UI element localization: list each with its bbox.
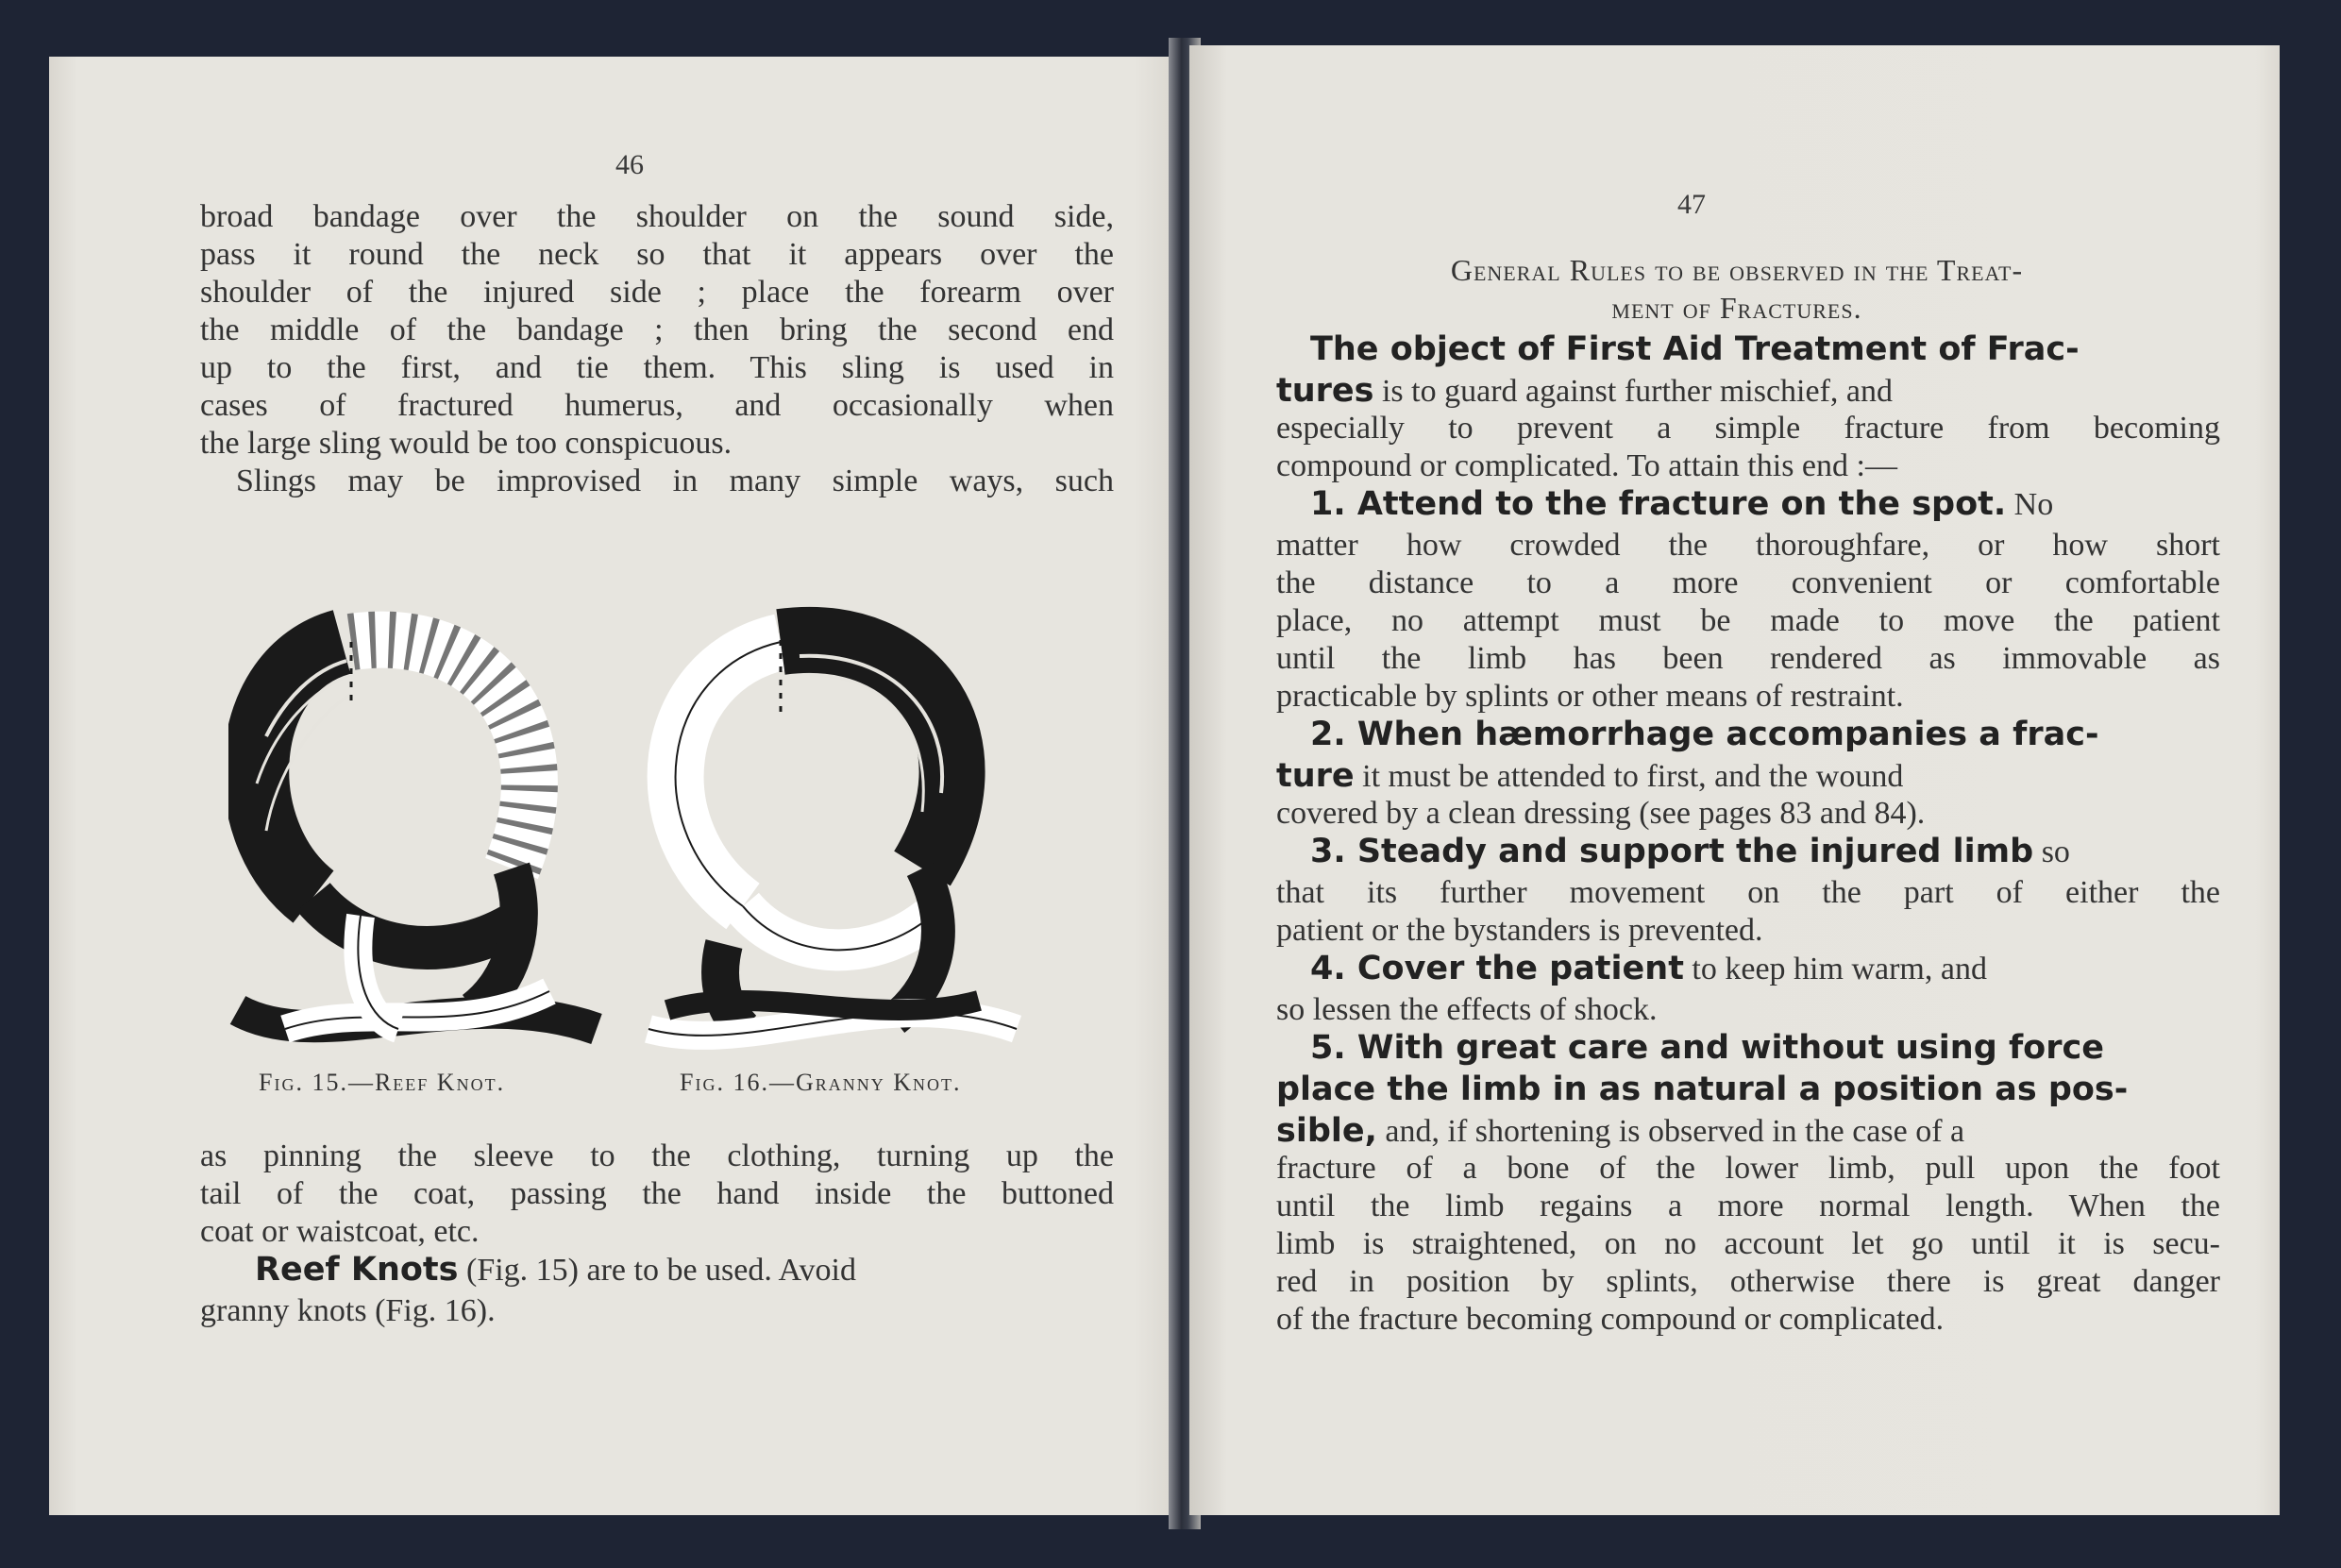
- text-line: the distance to a more convenient or comfortable: [1276, 565, 2220, 600]
- text-line: Slings may be improvised in many simple ways, such: [236, 464, 1114, 498]
- intro-line: [1276, 330, 2220, 372]
- text-line: the large sling would be too conspicuous.: [200, 426, 733, 461]
- intro-rest: is to guard against further mischief, and: [1373, 374, 1893, 409]
- heading-line: General Rules to be observed in the Treat-: [1450, 253, 2024, 287]
- text-line: the middle of the bandage ; then bring the second end: [200, 312, 1114, 347]
- intro-line: [1276, 372, 2220, 410]
- text-line: that its further movement on the part of either the: [1276, 875, 2220, 910]
- page-number-right: 47: [1677, 189, 1706, 220]
- rule-2-line: [1276, 757, 2220, 795]
- heading-line: ment of Fractures.: [1611, 291, 1862, 325]
- rule-2-bold: ture: [1276, 757, 1355, 795]
- rule-2-line: [1276, 716, 2220, 757]
- text-line: practicable by splints or other means of restraint.: [1276, 679, 1904, 714]
- text-line: red in position by splints, otherwise there is great danger: [1276, 1264, 2220, 1299]
- text-line: shoulder of the injured side ; place the forearm over: [200, 275, 1114, 310]
- rule-2-rest: it must be attended to first, and the wound: [1354, 759, 1904, 794]
- text-line: tail of the coat, passing the hand inside the buttoned: [200, 1176, 1114, 1211]
- reef-knot-illustration: [228, 585, 644, 1076]
- left-page: [49, 57, 1182, 1515]
- text-line: compound or complicated. To attain this end :—: [1276, 448, 1897, 483]
- rule-1-line: [1276, 485, 2220, 527]
- reef-knots-rest: (Fig. 15) are to be used. Avoid: [458, 1253, 856, 1288]
- rule-4-line: [1276, 950, 2220, 991]
- text-line: limb is straightened, on no account let go until it is secu-: [1276, 1226, 2220, 1261]
- text-line: matter how crowded the thoroughfare, or how short: [1276, 528, 2220, 563]
- text-line: coat or waistcoat, etc.: [200, 1214, 480, 1249]
- text-line: up to the first, and tie them. This sling is used in: [200, 350, 1114, 385]
- intro-bold: tures: [1276, 372, 1374, 410]
- right-text: [1276, 330, 2220, 1339]
- rule-5-bold: 5. With great care and without using force: [1310, 1029, 2104, 1067]
- text-line: covered by a clean dressing (see pages 83 and 84).: [1276, 796, 1926, 831]
- left-text-bottom: [200, 1138, 1114, 1330]
- rule-3-line: [1276, 833, 2220, 874]
- text-line: of the fracture becoming compound or complicated.: [1276, 1302, 1945, 1337]
- rule-1-rest: No: [2006, 487, 2054, 522]
- text-line: fracture of a bone of the lower limb, pull upon the foot: [1276, 1151, 2220, 1186]
- section-heading: [1265, 251, 2209, 327]
- granny-knot-illustration: [639, 585, 1054, 1076]
- text-line: broad bandage over the shoulder on the sound side,: [200, 199, 1114, 234]
- rule-5-bold: place the limb in as natural a position as pos-: [1276, 1071, 2129, 1108]
- text-line: until the limb regains a more normal length. When the: [1276, 1189, 2220, 1223]
- text-line: patient or the bystanders is prevented.: [1276, 913, 1763, 948]
- text-line: cases of fractured humerus, and occasionally when: [200, 388, 1114, 423]
- text-line: so lessen the effects of shock.: [1276, 992, 1658, 1027]
- page-number-left: 46: [615, 149, 644, 180]
- rule-3-rest: so: [2033, 835, 2070, 869]
- intro-bold: The object of First Aid Treatment of Frac-: [1310, 330, 2080, 368]
- rule-2-bold: 2. When hæmorrhage accompanies a frac-: [1310, 716, 2099, 753]
- rule-5-rest: and, if shortening is observed in the case of a: [1376, 1114, 1965, 1149]
- text-line: granny knots (Fig. 16).: [200, 1293, 496, 1328]
- rule-5-bold: sible,: [1276, 1112, 1377, 1150]
- reef-knots-line: [200, 1251, 1114, 1292]
- text-line: especially to prevent a simple fracture from becoming: [1276, 411, 2220, 446]
- rule-1-bold: 1. Attend to the fracture on the spot.: [1310, 485, 2007, 523]
- left-text-top: [200, 198, 1114, 500]
- rule-3-bold: 3. Steady and support the injured limb: [1310, 833, 2034, 870]
- rule-5-line: [1276, 1029, 2220, 1071]
- fig15-caption: Fig. 15.—Reef Knot.: [259, 1069, 506, 1096]
- reef-knots-bold: Reef Knots: [255, 1251, 459, 1289]
- rule-4-rest: to keep him warm, and: [1683, 952, 1987, 986]
- rule-5-line: [1276, 1071, 2220, 1112]
- text-line: as pinning the sleeve to the clothing, turning up the: [200, 1138, 1114, 1173]
- right-page: [1189, 45, 2280, 1515]
- rule-5-line: [1276, 1112, 2220, 1150]
- text-line: until the limb has been rendered as immovable as: [1276, 641, 2220, 676]
- text-line: pass it round the neck so that it appears over the: [200, 237, 1114, 272]
- fig16-caption: Fig. 16.—Granny Knot.: [680, 1069, 962, 1096]
- text-line: place, no attempt must be made to move the patient: [1276, 603, 2220, 638]
- rule-4-bold: 4. Cover the patient: [1310, 950, 1684, 987]
